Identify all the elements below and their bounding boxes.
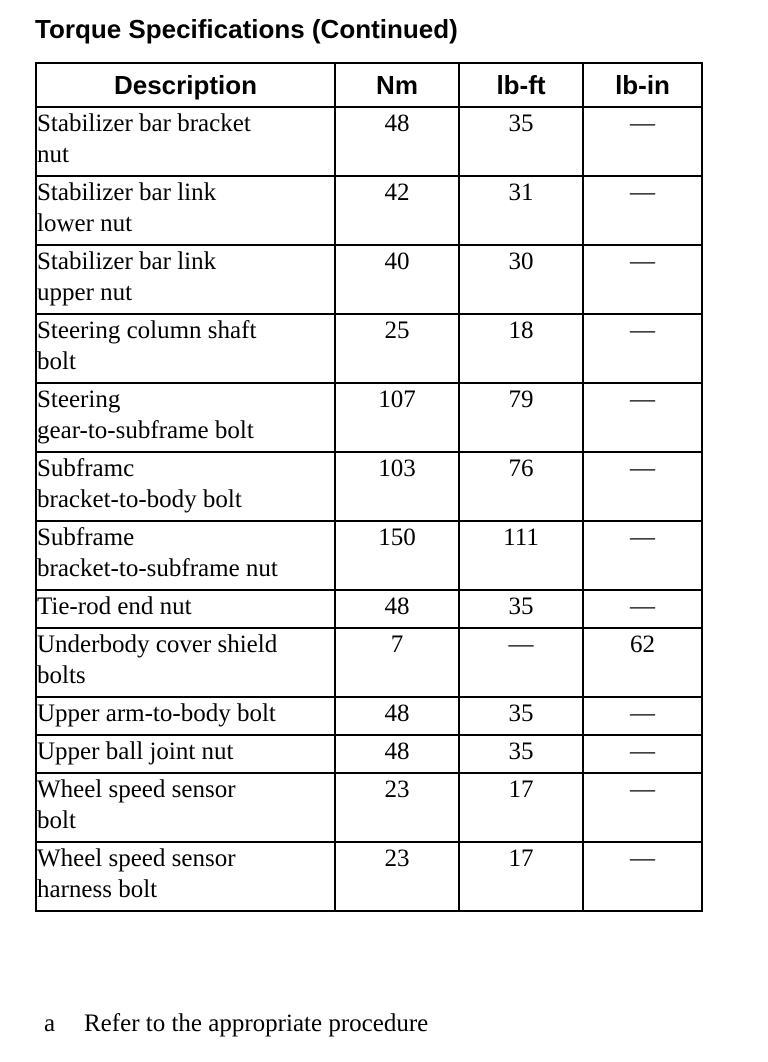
description-line: bolt [37,348,76,375]
lb-in-cell: — [583,697,702,735]
nm-cell: 48 [335,735,459,773]
table-row [36,842,702,911]
description-cell [36,107,335,176]
footnote-mark: a [44,1010,56,1037]
lb-ft-cell: 35 [459,697,583,735]
description-cell [36,452,335,521]
header-lb-in: lb-in [583,63,702,107]
footnote-text: Refer to the appropriate procedure [84,1010,429,1037]
table-row [36,628,702,697]
description-line: Upper ball joint nut [37,738,234,765]
lb-ft-cell: 111 [459,521,583,590]
lb-in-cell: — [583,590,702,628]
description-line: harness bolt [37,876,158,903]
description-cell [36,590,335,628]
lb-in-cell: — [583,735,702,773]
description-line: Tie-rod end nut [37,593,192,620]
lb-in-cell: — [583,452,702,521]
description-line: gear-to-subframe bolt [37,417,254,444]
description-line: upper nut [37,279,133,306]
table-row [36,245,702,314]
lb-ft-cell: 35 [459,107,583,176]
nm-cell: 7 [335,628,459,697]
lb-in-cell: — [583,245,702,314]
description-line: bolt [37,807,76,834]
table-row [36,697,702,735]
lb-in-cell: 62 [583,628,702,697]
description-cell [36,521,335,590]
description-line: Stabilizer bar link [37,248,217,275]
lb-ft-cell: 30 [459,245,583,314]
description-line: Steering [37,386,121,413]
description-cell [36,697,335,735]
description-line: Upper arm-to-body bolt [37,700,276,727]
lb-ft-cell: 35 [459,735,583,773]
table-row [36,773,702,842]
lb-in-cell: — [583,842,702,911]
nm-cell: 25 [335,314,459,383]
page-title: Torque Specifications (Continued) [35,14,458,44]
lb-ft-cell: — [459,628,583,697]
table-row [36,452,702,521]
description-line: Underbody cover shield [37,631,278,658]
lb-in-cell: — [583,383,702,452]
description-line: Subframe [37,524,135,551]
lb-in-cell: — [583,107,702,176]
description-cell [36,735,335,773]
table-row [36,521,702,590]
nm-cell: 48 [335,107,459,176]
description-line: nut [37,141,69,168]
lb-ft-cell: 35 [459,590,583,628]
header-lb-ft: lb-ft [459,63,583,107]
description-cell [36,245,335,314]
table-row [36,107,702,176]
description-line: Stabilizer bar bracket [37,110,251,137]
table-row [36,590,702,628]
lb-ft-cell: 31 [459,176,583,245]
description-line: Wheel speed sensor [37,845,236,872]
table-header-row [36,63,702,107]
nm-cell: 23 [335,773,459,842]
nm-cell: 150 [335,521,459,590]
description-cell [36,773,335,842]
table-body [36,107,702,911]
footnote [44,1010,428,1038]
lb-ft-cell: 76 [459,452,583,521]
description-cell [36,628,335,697]
description-cell [36,842,335,911]
table-row [36,735,702,773]
header-nm: Nm [335,63,459,107]
description-line: bracket-to-body bolt [37,486,242,513]
description-line: bolts [37,662,86,689]
header-description: Description [36,63,335,107]
description-line: Stabilizer bar link [37,179,217,206]
table-row [36,314,702,383]
lb-ft-cell: 18 [459,314,583,383]
lb-ft-cell: 79 [459,383,583,452]
nm-cell: 48 [335,697,459,735]
table-row [36,176,702,245]
nm-cell: 42 [335,176,459,245]
lb-in-cell: — [583,521,702,590]
description-line: Subframc [37,455,135,482]
nm-cell: 48 [335,590,459,628]
nm-cell: 40 [335,245,459,314]
description-line: bracket-to-subframe nut [37,555,278,582]
description-cell [36,314,335,383]
description-cell [36,176,335,245]
lb-in-cell: — [583,176,702,245]
nm-cell: 107 [335,383,459,452]
nm-cell: 23 [335,842,459,911]
torque-spec-table [35,62,703,912]
lb-in-cell: — [583,773,702,842]
lb-in-cell: — [583,314,702,383]
description-line: Wheel speed sensor [37,776,236,803]
lb-ft-cell: 17 [459,842,583,911]
description-cell [36,383,335,452]
table-row [36,383,702,452]
description-line: Steering column shaft [37,317,257,344]
nm-cell: 103 [335,452,459,521]
lb-ft-cell: 17 [459,773,583,842]
description-line: lower nut [37,210,133,237]
